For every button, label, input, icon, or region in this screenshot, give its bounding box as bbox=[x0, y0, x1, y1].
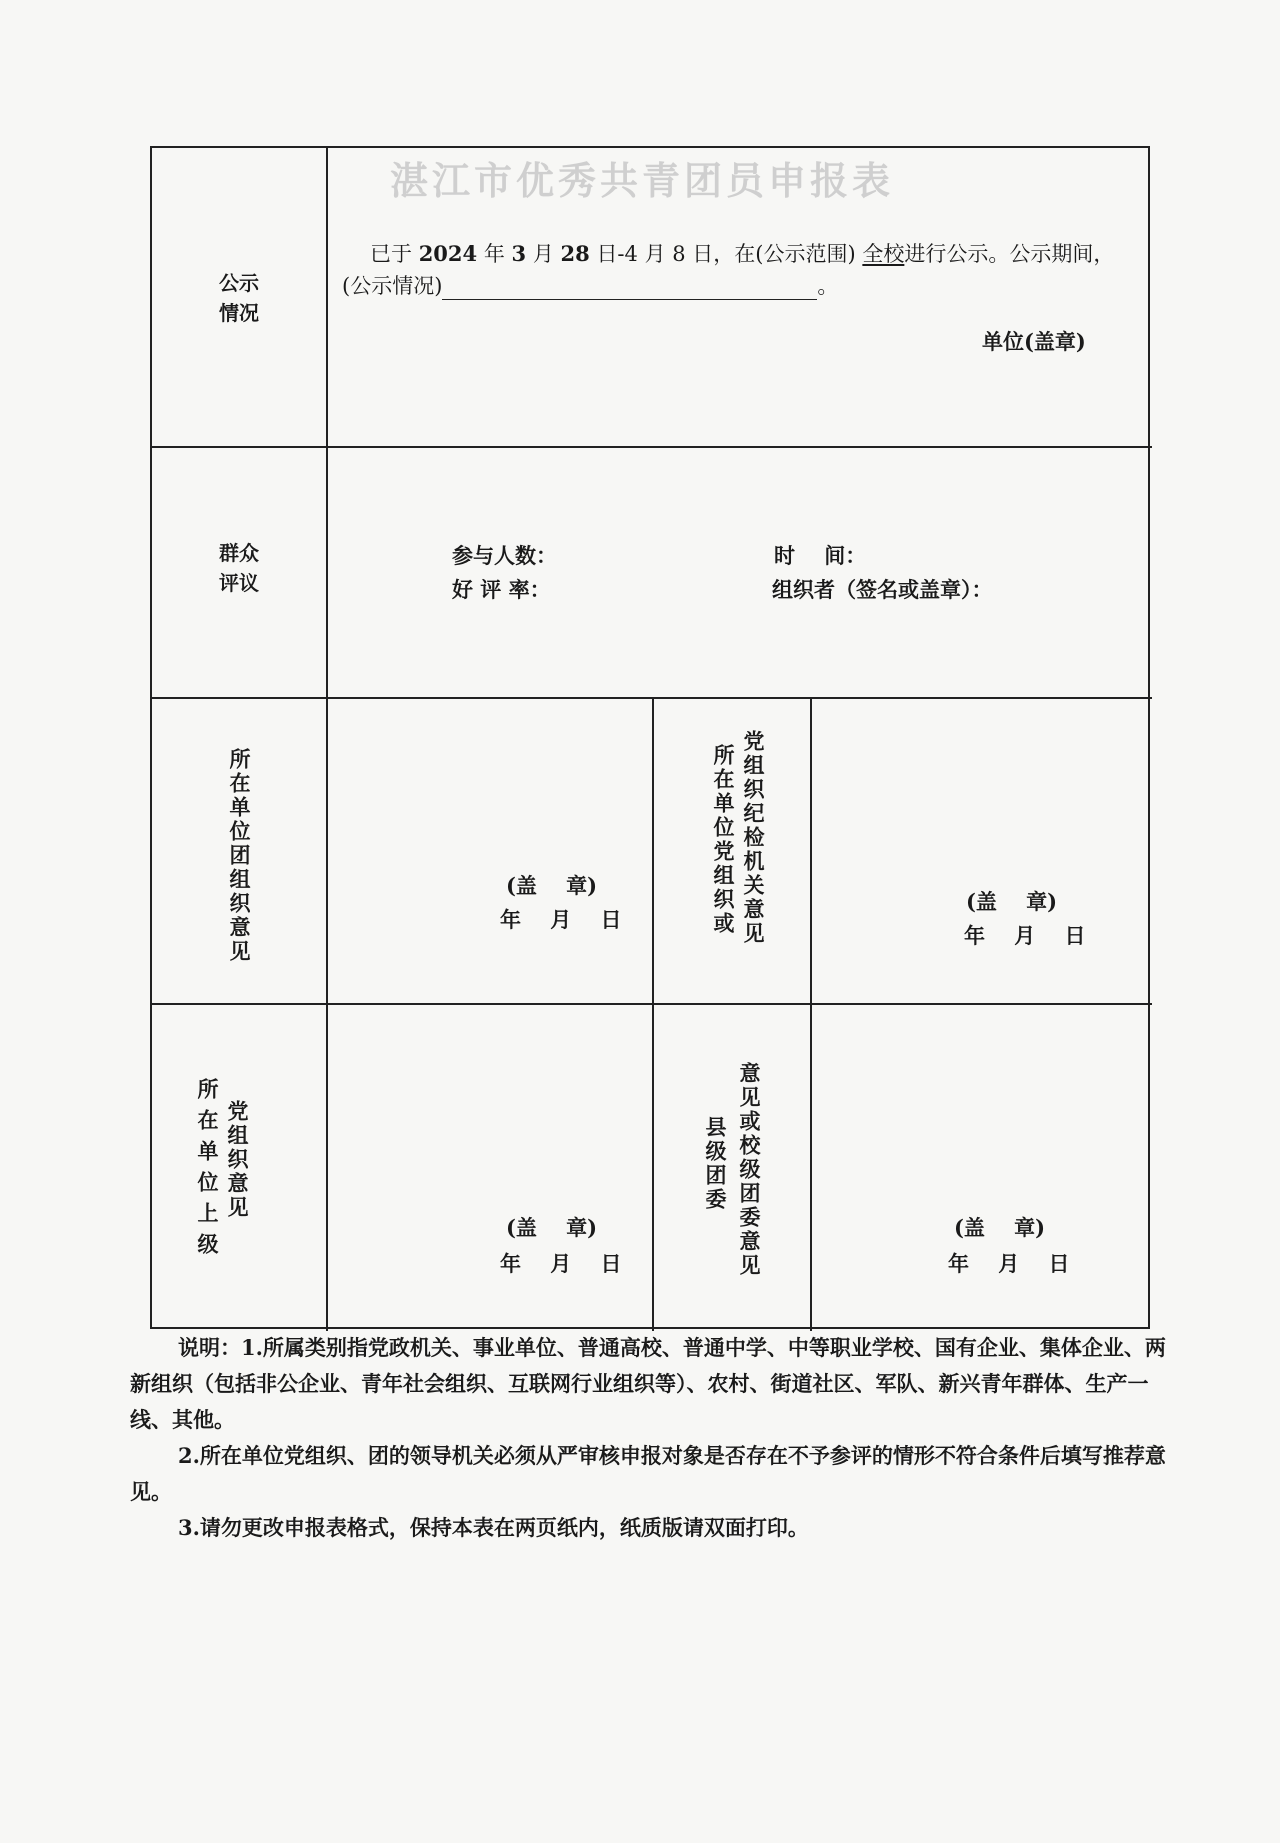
unit-league-date: 年 月 日 bbox=[500, 907, 622, 932]
superior-party-label-col1: 所在单位上级 bbox=[195, 1078, 220, 1264]
label-column-divider bbox=[326, 148, 328, 1331]
county-league-label-col2: 意见或校级团委意见 bbox=[737, 1062, 762, 1278]
party-discipline-label-col1: 所在单位党组织或 bbox=[711, 744, 736, 936]
application-form-table bbox=[150, 146, 1150, 1329]
party-discipline-date: 年 月 日 bbox=[964, 923, 1086, 948]
superior-party-label-col2: 党组织意见 bbox=[225, 1100, 250, 1220]
superior-party-seal: (盖 章) bbox=[506, 1215, 598, 1240]
time-label: 时 间： bbox=[774, 543, 867, 568]
mass-review-label: 群众 评议 bbox=[219, 541, 259, 595]
note-2: 2.所在单位党组织、团的领导机关必须从严审核申报对象是否存在不予参评的情形不符合条件后填写推荐意见。 bbox=[130, 1443, 1166, 1504]
participants-label: 参与人数： bbox=[452, 543, 557, 568]
note-1: 说明：1.所属类别指党政机关、事业单位、普通高校、普通中学、中等职业学校、国有企业、集体企业、两新组织（包括非公企业、青年社会组织、互联网行业组织等）、农村、街道社区、军队、新兴青年群体、生产一线、其他。 bbox=[130, 1335, 1166, 1432]
faded-header-text: 湛江市优秀共青团员申报表 bbox=[390, 158, 895, 203]
party-discipline-label-col2: 党组织纪检机关意见 bbox=[741, 730, 766, 946]
county-league-label-col1: 县级团委 bbox=[703, 1116, 728, 1212]
publicity-line-2: (公示情况) 。 bbox=[342, 274, 839, 298]
middle-divider-left bbox=[652, 697, 654, 1331]
publicity-seal: 单位(盖章) bbox=[982, 329, 1086, 354]
publicity-line-1: 已于 2024 年 3 月 28 日-4 月 8 日，在(公示范围) 全校进行公示。公示期间， bbox=[370, 241, 1115, 266]
county-league-seal: (盖 章) bbox=[954, 1215, 1046, 1240]
form-notes bbox=[130, 1330, 1170, 1546]
note-3: 3.请勿更改申报表格式，保持本表在两页纸内，纸质版请双面打印。 bbox=[178, 1515, 809, 1540]
middle-divider-right bbox=[810, 697, 812, 1331]
organizer-label: 组织者（签名或盖章）： bbox=[772, 577, 993, 602]
publicity-label: 公示 情况 bbox=[219, 271, 259, 325]
row-divider-1 bbox=[152, 446, 1152, 448]
county-league-date: 年 月 日 bbox=[948, 1251, 1070, 1276]
approval-rate-label: 好 评 率： bbox=[452, 577, 551, 602]
publicity-situation-blank[interactable] bbox=[442, 279, 817, 300]
unit-league-seal: (盖 章) bbox=[506, 873, 598, 898]
publicity-scope-value: 全校 bbox=[862, 242, 905, 266]
party-discipline-seal: (盖 章) bbox=[966, 889, 1058, 914]
unit-league-label: 所在单位团组织意见 bbox=[227, 748, 252, 964]
superior-party-date: 年 月 日 bbox=[500, 1251, 622, 1276]
